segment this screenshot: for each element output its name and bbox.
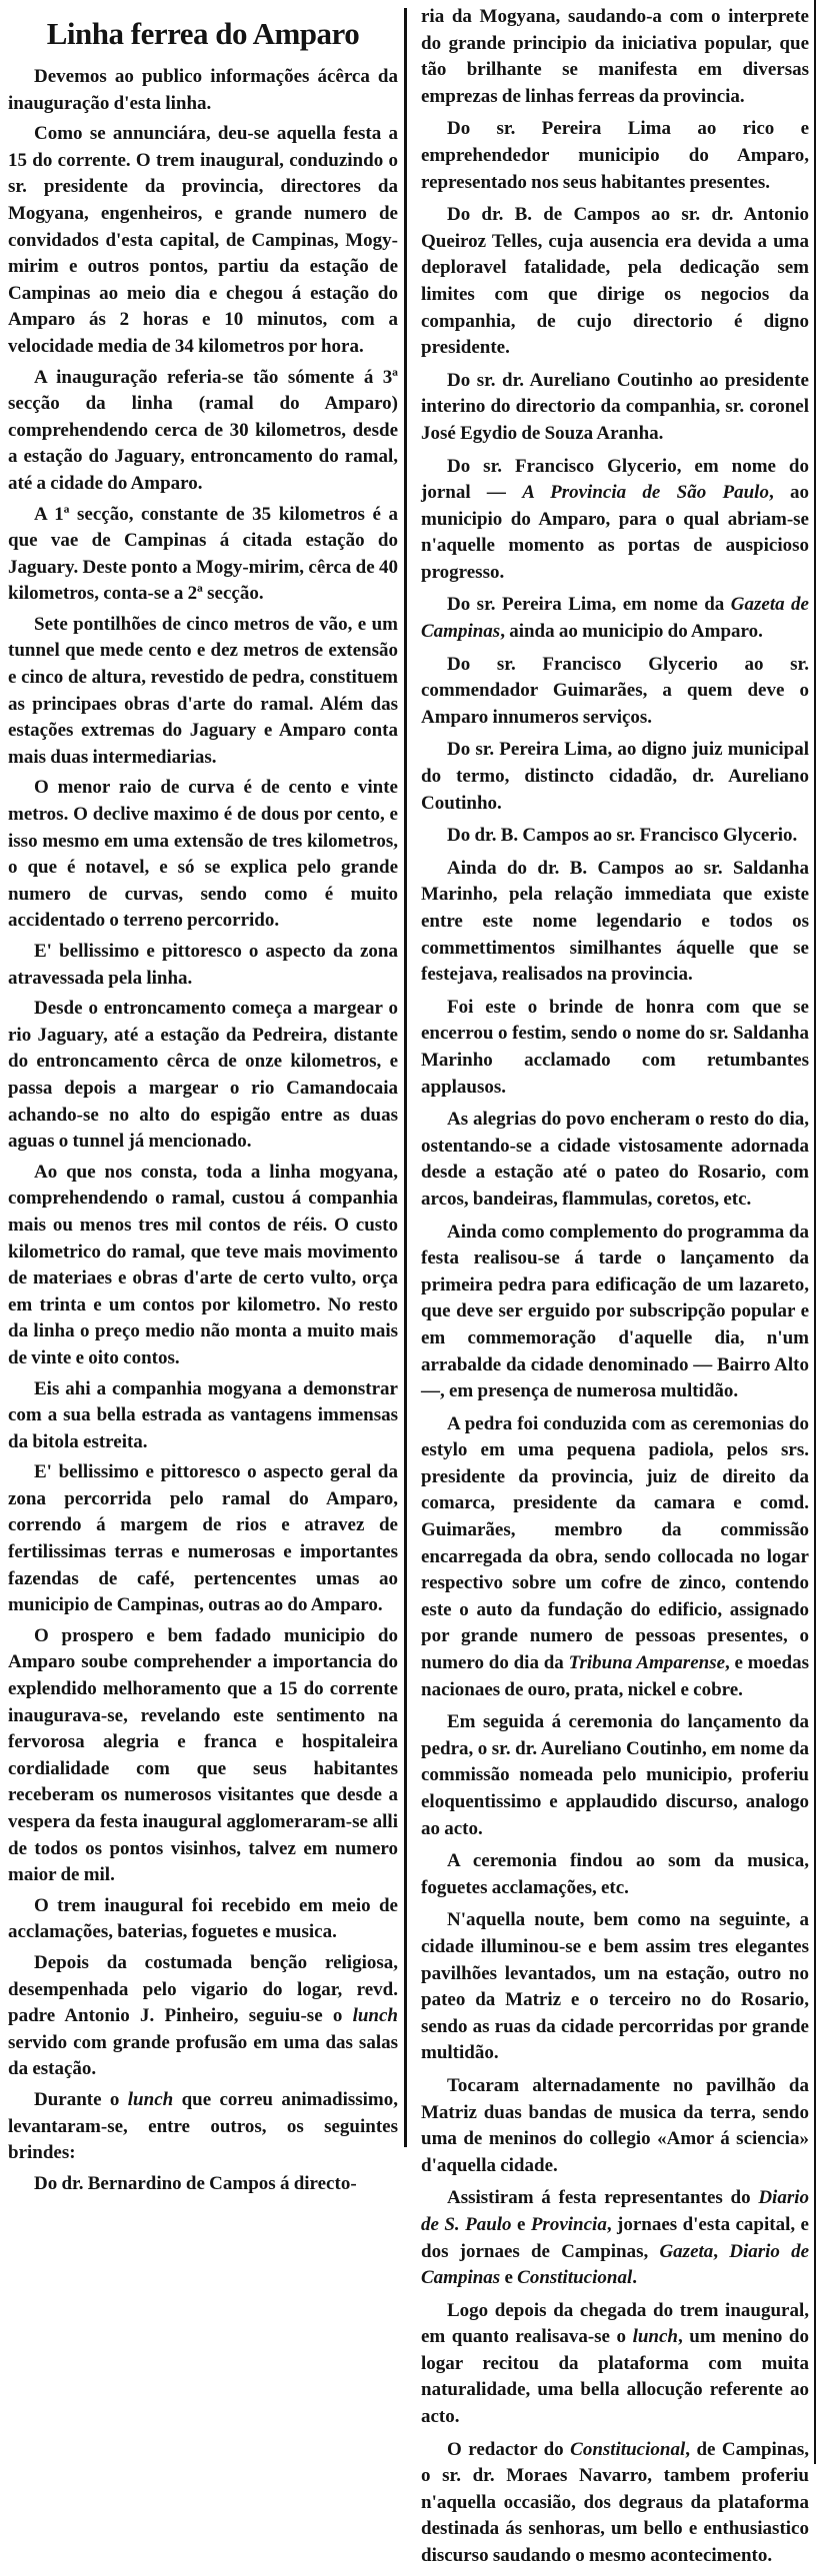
left-column-body [8,64,398,2197]
paragraph-text: Do sr. dr. Aureliano Coutinho ao presidente interino do directorio da companhia, sr. coronel José Egydio de Souza Aranha. [421,369,809,444]
paragraph-text: , e moedas nacionaes de ouro, prata, nickel e cobre. [421,1652,809,1700]
article-paragraph [421,1220,809,1405]
article-paragraph [421,1107,809,1213]
paragraph-text: Eis ahi a companhia mogyana a demonstrar com a sua bella estrada as vantagens immensas da bitola estreita. [8,1377,398,1452]
article-paragraph [8,775,398,935]
paragraph-text: que correu animadissimo, levantaram-se, entre outros, os seguintes brindes: [8,2088,398,2164]
article-paragraph [8,1950,398,2083]
paragraph-text: E' bellissimo e pittoresco o aspecto da zona atravessada pela linha. [8,941,398,989]
paragraph-text: Ainda do dr. B. Campos ao sr. Saldanha Marinho, pela relação immediata que existe entre este nome legendario e todos os commettimentos similhantes áquelle que se festejava, realisados na provincia. [421,857,809,986]
article-paragraph [421,2073,809,2179]
paragraph-text: Do sr. Francisco Glycerio, em nome do jornal — [421,455,809,504]
paragraph-text: As alegrias do povo encheram o resto do dia, ostentando-se a cidade vistosamente adornada desde a estação até o pateo do Rosario, com arcos, bandeiras, flammulas, coretos, etc. [421,1109,809,1210]
paragraph-text: A ceremonia findou ao som da musica, foguetes acclamações, etc. [421,1850,809,1898]
paragraph-text: Logo depois da chegada do trem inaugural, em quanto realisava-se o [421,2299,809,2348]
italic-text: Gazeta [659,2240,714,2262]
paragraph-text: O redactor do [447,2438,571,2460]
paragraph-text: Devemos ao publico informações ácêrca da inauguração d'esta linha. [8,66,398,114]
italic-text: lunch [632,2326,678,2348]
article-paragraph [421,2185,809,2291]
paragraph-text: O menor raio de curva é de cento e vinte metros. O declive maximo é de dous por cento, e isso mesmo em uma extensão de tres kilometros, o que é notavel, e só se explica pelo grande numero de curvas, sendo como é muito accidentado o terreno percorrido. [8,777,398,932]
article-paragraph [421,2437,809,2570]
article-paragraph [8,1160,398,1372]
article-paragraph [8,1376,398,1456]
paragraph-text: Como se annunciára, deu-se aquella festa a 15 do corrente. O trem inaugural, conduzindo o sr. presidente da provincia, directores da Mogyana, engenheiros, e grande numero de convidados d'esta capital, de Campinas, Mogy-mirim e outros pontos, partiu da estação de Campinas ao meio dia e chegou á estação do Amparo ás 2 horas e 10 minutos, com a velocidade media de 34 kilometros por hora. [8,123,398,357]
paragraph-text: Do sr. Pereira Lima, ao digno juiz municipal do termo, distincto cidadão, dr. Aureliano Coutinho. [421,739,809,814]
article-paragraph [421,592,809,645]
article-paragraph [8,502,398,608]
paragraph-text: Do sr. Pereira Lima, em nome da [447,594,731,616]
italic-text: Diario de Campinas [421,2240,810,2289]
article-paragraph [8,939,398,992]
article-paragraph [421,652,809,732]
italic-text: A Provincia de São Paulo [522,482,769,504]
paragraph-text: Do sr. Pereira Lima ao rico e emprehendedor municipio do Amparo, representado nos seus habitantes presentes. [421,118,809,193]
paragraph-text: Desde o entroncamento começa a margear o rio Jaguary, até a estação da Pedreira, distante do entroncamento cêrca de onze kilometros, e passa depois a margear o rio Camandocaia achando-se no alto do espigão entre as duas aguas o tunnel já mencionado. [8,998,398,1153]
article-paragraph [8,2171,398,2198]
paragraph-text: Tocaram alternadamente no pavilhão da Matriz duas bandas de musica da terra, sendo uma de meninos do collegio «Amor á sciencia» d'aquella cidade. [421,2074,809,2176]
italic-text: lunch [127,2088,174,2110]
paragraph-text: , jornaes d'esta capital, e dos jornaes de Campinas, [421,2213,809,2262]
paragraph-text: E' bellissimo e pittoresco o aspecto geral da zona percorrida pelo ramal do Amparo, correndo á margem de rios e atravez de fertilissimas terras e numerosas e importantes fazendas de café, pertencentes umas ao municipio de Campinas, outras ao do Amparo. [8,1461,398,1616]
article-paragraph [421,1848,809,1901]
paragraph-text: Assistiram á festa representantes do [447,2187,759,2209]
left-column [8,0,398,2201]
italic-text: Diario de S. Paulo [421,2187,809,2235]
paragraph-text: Durante o [34,2088,128,2110]
article-paragraph [8,1893,398,1946]
paragraph-text: , de Campinas, o sr. dr. Moraes Navarro, tambem proferiu n'aquella occasião, dos degraus da plataforma destinada ás senhoras, um bello e enthusiastico discurso saudando o mesmo acontecimento. [421,2438,809,2567]
article-paragraph [421,823,809,850]
paragraph-text: servido com grande profusão em uma das salas da estação. [8,2031,398,2080]
paragraph-text: Do sr. Francisco Glycerio ao sr. commendador Guimarães, a quem deve o Amparo innumeros serviços. [421,653,809,728]
paragraph-text: , um menino do logar recitou da plataforma com muita naturalidade, uma bella allocução referente ao acto. [421,2326,809,2428]
paragraph-text: Do dr. Bernardino de Campos á directo- [34,2172,357,2194]
paragraph-text: , ao municipio do Amparo, para o qual abriam-se n'aquelle momento as portas de auspicioso progresso. [421,482,809,583]
article-paragraph [421,1907,809,2067]
article-paragraph [421,454,809,587]
article-paragraph [8,996,398,1156]
paragraph-text: Depois da costumada benção religiosa, desempenhada pelo vigario do logar, revd. padre Antonio J. Pinheiro, seguiu-se o [8,1951,398,2027]
italic-text: Constitucional [570,2438,686,2460]
paragraph-text: , [713,2240,730,2262]
paragraph-text: A inauguração referia-se tão sómente á 3ª secção da linha (ramal do Amparo) comprehendendo cerca de 30 kilometros, desde a estação do Jaguary, entroncamento do ramal, até a cidade do Amparo. [8,366,398,494]
right-column [421,4,809,2576]
article-paragraph [8,1459,398,1619]
paragraph-text: Sete pontilhões de cinco metros de vão, e um tunnel que mede cento e dez metros de extensão e cinco de altura, revestido de pedra, constituem as principaes obras d'arte do ramal. Além das estações extremas do Jaguary e Amparo conta mais duas intermediarias. [8,613,398,768]
italic-text: Tribuna Amparense [568,1652,726,1674]
paragraph-text: O trem inaugural foi recebido em meio de acclamações, baterias, foguetes e musica. [8,1894,398,1943]
article-paragraph [421,2298,809,2431]
paragraph-text: Ao que nos consta, toda a linha mogyana, comprehendendo o ramal, custou á companhia mais ou menos tres mil contos de réis. O custo kilometrico do ramal, que teve mais movimento de materiaes e obras d'arte de certo vulto, orça em trinta e um contos por kilometro. No resto da linha o preço medio não monta a muito mais de vinte e oito contos. [8,1161,398,1368]
column-divider [404,8,407,2147]
article-paragraph [421,4,809,110]
article-paragraph [421,856,809,989]
italic-text: Gazeta de Campinas [421,594,809,643]
article-paragraph [421,368,809,448]
paragraph-text: Em seguida á ceremonia do lançamento da pedra, o sr. dr. Aureliano Coutinho, em nome da commissão nomeada pelo municipio, proferiu eloquentissimo e applaudido discurso, analogo ao acto. [421,1711,809,1839]
paragraph-text: Do dr. B. de Campos ao sr. dr. Antonio Queiroz Telles, cuja ausencia era devida a uma deploravel fatalidade, pela dedicação sem limites com que dirige os negocios da companhia, de cujo directorio é digno presidente. [421,204,809,359]
paragraph-text: . [632,2267,637,2289]
article-paragraph [421,1411,809,1704]
paragraph-text: Do dr. B. Campos ao sr. Francisco Glycerio. [447,825,798,847]
article-paragraph [421,737,809,817]
paragraph-text: e [500,2267,518,2289]
article-paragraph [8,1623,398,1889]
paragraph-text: e [511,2213,531,2235]
paragraph-text: A 1ª secção, constante de 35 kilometros é a que vae de Campinas á citada estação do Jaguary. Deste ponto a Mogy-mirim, cêrca de 40 kilometros, conta-se a 2ª secção. [8,503,398,605]
article-paragraph [421,116,809,196]
article-paragraph [8,2087,398,2167]
paragraph-text: Foi este o brinde de honra com que se encerrou o festim, sendo o nome do sr. Saldanha Marinho acclamado com retumbantes applausos. [421,996,809,1098]
article-title: Linha ferrea do Amparo [46,16,360,51]
paragraph-text: N'aquella noute, bem como na seguinte, a cidade illuminou-se e bem assim tres elegantes pavilhões levantados, um na estação, outro no pateo da Matriz e o terceiro no do Rosario, sendo as ruas da cidade percorridas por grande multidão. [421,1909,809,2064]
paragraph-text: Ainda como complemento do programma da festa realisou-se á tarde o lançamento da primeira pedra para edificação de um lazareto, que deve ser erguido por subscripção popular e em commemoração d'aquelle dia, n'um arrabalde da cidade denominado — Bairro Alto —, em presença de numerosa multidão. [421,1221,809,1402]
italic-text: lunch [352,2005,398,2027]
article-paragraph [421,1709,809,1842]
paragraph-text: , ainda ao municipio do Amparo. [500,621,763,643]
paragraph-text: ria da Mogyana, saudando-a com o interprete do grande principio da iniciativa popular, que tão brilhante se manifesta em diversas emprezas de linhas ferreas da provincia. [421,6,809,107]
paragraph-text: O prospero e bem fadado municipio do Amparo soube comprehender a importancia do explendido melhoramento que a 15 do corrente inaugurava-se, revelando este sentimento na fervorosa alegria e franca e hospitaleira cordialidade com que seus habitantes receberam os numerosos visitantes que desde a vespera da festa inaugural agglomeraram-se alli de todos os pontos visinhos, talvez em numero maior de mil. [8,1624,398,1886]
article-paragraph [8,121,398,360]
article-paragraph [8,64,398,117]
right-column-body [421,4,809,2570]
paragraph-text: A pedra foi conduzida com as ceremonias do estylo em uma pequena padiola, pelos srs. presidente da provincia, juiz de direito da comarca, presidente da camara e comd. Guimarães, membro da commissão encarregada da obra, sendo collocada no logar respectivo sobre um cofre de zinco, contendo este o auto da fundação do edificio, assignado por grande numero de pessoas presentes, o numero do dia da [421,1412,809,1674]
column-divider-right [814,0,816,2464]
italic-text: Provincia [530,2213,607,2235]
article-paragraph [8,612,398,772]
italic-text: Constitucional [517,2267,633,2289]
article-paragraph [421,995,809,1101]
article-paragraph [8,365,398,498]
article-paragraph [421,202,809,362]
